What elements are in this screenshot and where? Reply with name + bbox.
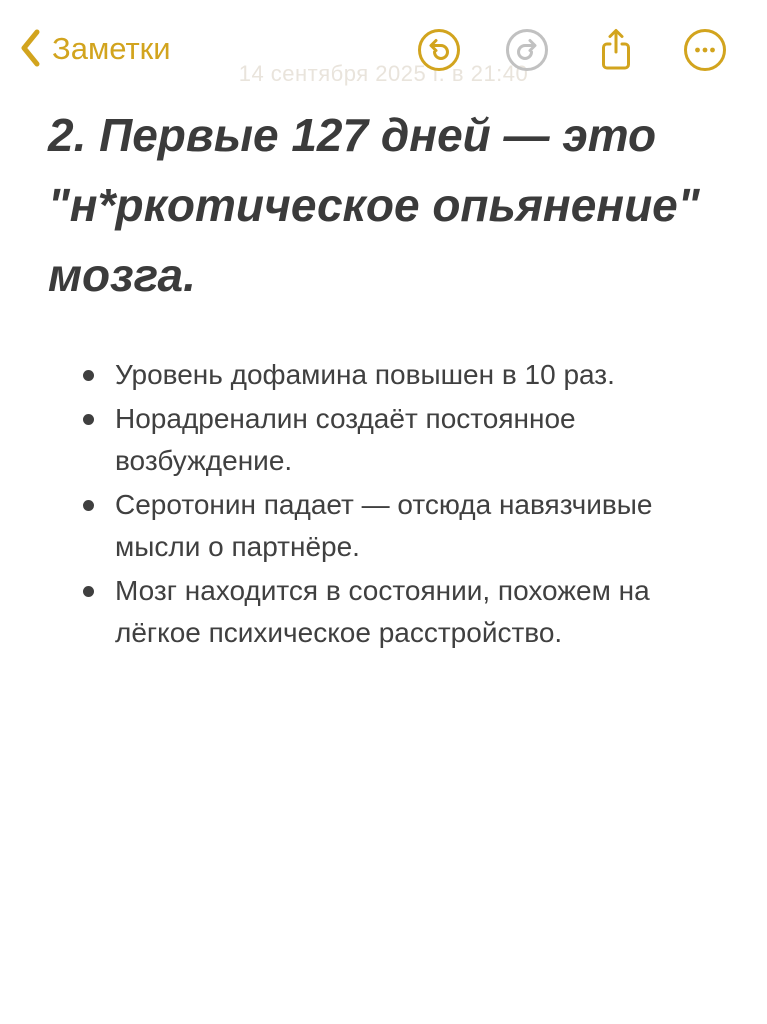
list-item-line: возбуждение. xyxy=(115,445,293,476)
back-button[interactable] xyxy=(18,27,171,74)
list-item-text xyxy=(115,398,576,482)
bullet-list xyxy=(48,354,731,654)
list-item-line: Серотонин падает — отсюда навязчивые xyxy=(115,489,653,520)
bullet-dot-icon xyxy=(83,414,94,425)
undo-button[interactable] xyxy=(417,28,461,72)
navigation-bar xyxy=(0,0,767,86)
heading-line: "н*ркотическое опьянение" xyxy=(48,179,700,231)
list-item-line: Мозг находится в состоянии, похожем на xyxy=(115,575,650,606)
bullet-dot-icon xyxy=(83,500,94,511)
note-heading xyxy=(48,100,731,310)
redo-button[interactable] xyxy=(505,28,549,72)
note-content[interactable] xyxy=(48,100,731,656)
list-item-line: лёгкое психическое расстройство. xyxy=(115,617,563,648)
list-item-text xyxy=(115,354,615,396)
list-item xyxy=(48,398,731,482)
list-item-line: Норадреналин создаёт постоянное xyxy=(115,403,576,434)
list-item-text xyxy=(115,484,652,568)
chevron-left-icon xyxy=(18,27,42,74)
toolbar xyxy=(417,25,727,75)
list-item xyxy=(48,354,731,396)
bullet-dot-icon xyxy=(83,586,94,597)
list-item xyxy=(48,484,731,568)
list-item-text xyxy=(115,570,650,654)
back-button-label: Заметки xyxy=(52,31,171,66)
list-item-line: мысли о партнёре. xyxy=(115,531,360,562)
list-item xyxy=(48,570,731,654)
heading-line: мозга. xyxy=(48,249,196,301)
share-button[interactable] xyxy=(593,25,639,75)
bullet-dot-icon xyxy=(83,370,94,381)
list-item-line: Уровень дофамина повышен в 10 раз. xyxy=(115,359,615,390)
more-options-button[interactable] xyxy=(683,28,727,72)
note-timestamp: 14 сентября 2025 г. в 21:40 xyxy=(238,61,529,86)
heading-line: 2. Первые 127 дней — это xyxy=(48,109,657,161)
